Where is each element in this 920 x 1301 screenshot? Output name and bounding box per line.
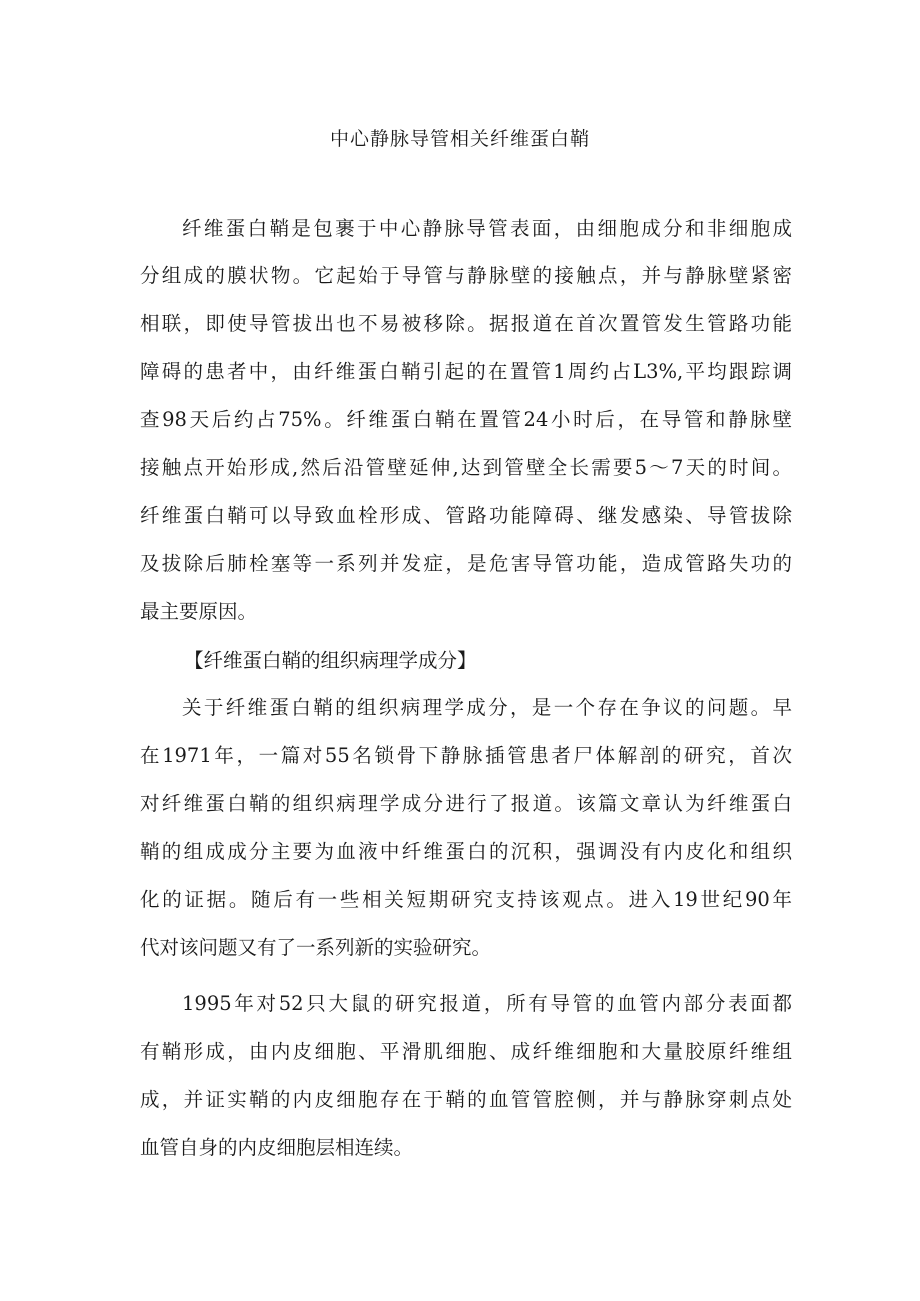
section-heading: 【纤维蛋白鞘的组织病理学成分】 <box>184 649 477 672</box>
paragraph-line: 血管自身的内皮细胞层相连续。 <box>140 1136 414 1159</box>
paragraph-line: 在1971年，一篇对55名锁骨下静脉插管患者尸体解剖的研究，首次 <box>140 744 792 767</box>
paragraph-line: 化的证据。随后有一些相关短期研究支持该观点。进入19世纪90年 <box>140 888 792 911</box>
paragraph-line: 障碍的患者中，由纤维蛋白鞘引起的在置管1周约占L3%,平均跟踪调 <box>140 360 792 383</box>
paragraph-line: 分组成的膜状物。它起始于导管与静脉壁的接触点，并与静脉壁紧密 <box>140 264 792 287</box>
paragraph-line: 1995年对52只大鼠的研究报道，所有导管的血管内部分表面都 <box>182 992 792 1015</box>
paragraph-line: 相联，即使导管拔出也不易被移除。据报道在首次置管发生管路功能 <box>140 312 792 335</box>
paragraph-line: 有鞘形成，由内皮细胞、平滑肌细胞、成纤维细胞和大量胶原纤维组 <box>140 1040 792 1063</box>
paragraph-line: 对纤维蛋白鞘的组织病理学成分进行了报道。该篇文章认为纤维蛋白 <box>140 792 792 815</box>
paragraph-line: 最主要原因。 <box>140 600 258 623</box>
paragraph-line: 纤维蛋白鞘可以导致血栓形成、管路功能障碍、继发感染、导管拔除 <box>140 504 792 527</box>
paragraph-line: 代对该问题又有了一系列新的实验研究。 <box>140 936 492 959</box>
paragraph-line: 接触点开始形成,然后沿管壁延伸,达到管壁全长需要5～7天的时间。 <box>140 456 792 479</box>
paragraph-line: 成，并证实鞘的内皮细胞存在于鞘的血管管腔侧，并与静脉穿刺点处 <box>140 1088 792 1111</box>
paragraph-line: 鞘的组成成分主要为血液中纤维蛋白的沉积，强调没有内皮化和组织 <box>140 840 792 863</box>
paragraph-line: 纤维蛋白鞘是包裹于中心静脉导管表面，由细胞成分和非细胞成 <box>182 217 792 240</box>
paragraph-line: 查98天后约占75%。纤维蛋白鞘在置管24小时后，在导管和静脉壁 <box>140 408 792 431</box>
document-title: 中心静脉导管相关纤维蛋白鞘 <box>329 128 590 150</box>
paragraph-line: 及拔除后肺栓塞等一系列并发症，是危害导管功能，造成管路失功的 <box>140 552 792 575</box>
paragraph-line: 关于纤维蛋白鞘的组织病理学成分，是一个存在争议的问题。早 <box>182 696 792 719</box>
